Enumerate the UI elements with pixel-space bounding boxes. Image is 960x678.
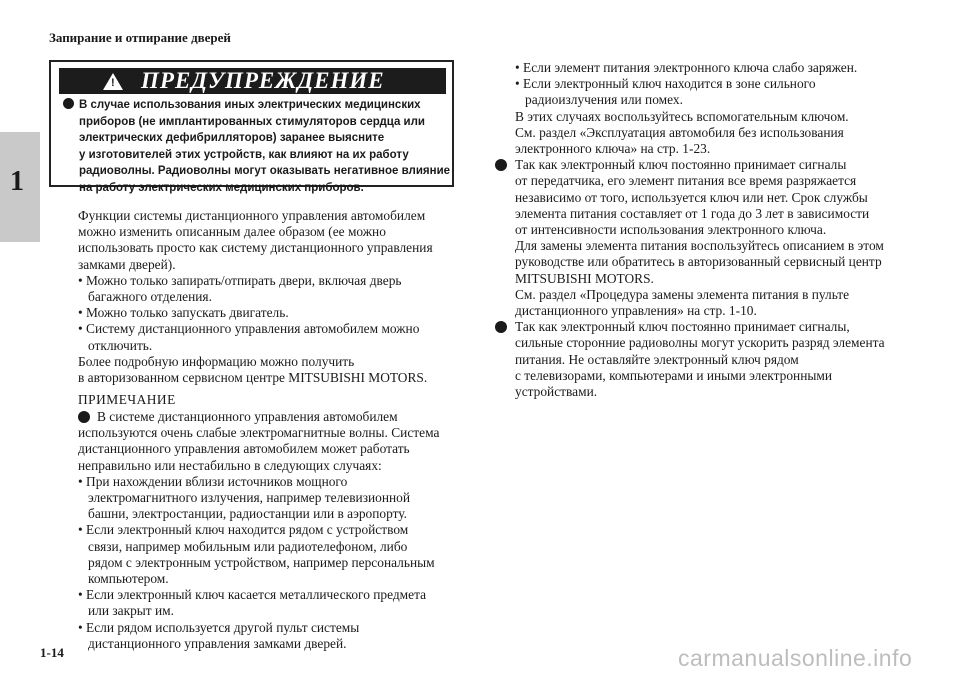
watermark: carmanualsonline.info bbox=[678, 645, 913, 671]
text-line: использовать просто как систему дистанционного управления bbox=[78, 240, 433, 256]
warning-text bbox=[63, 97, 451, 196]
bullet-line: • Систему дистанционного управления автомобилем можно bbox=[78, 321, 420, 337]
bullet-line: отключить. bbox=[88, 337, 153, 353]
warning-line: радиоволны. Радиоволны могут оказывать негативное влияние bbox=[79, 165, 451, 177]
note-line: • Если электронный ключ находится рядом с устройством bbox=[78, 522, 409, 538]
warning-box bbox=[49, 60, 454, 194]
bullet-line: • Если электронный ключ находится в зоне сильного bbox=[515, 76, 816, 92]
text-line: можно изменить описанным далее образом (ее можно bbox=[78, 224, 386, 240]
exclamation-icon: ! bbox=[111, 77, 115, 89]
warning-line: на работу электрических медицинских приборов. bbox=[79, 181, 364, 194]
note-line: компьютером. bbox=[88, 571, 169, 587]
text-line: Для замены элемента питания воспользуйтесь описанием в этом bbox=[515, 238, 884, 254]
right-column bbox=[515, 60, 885, 400]
note-line: дистанционного управления автомобилем может работать bbox=[78, 441, 410, 457]
note-line: В системе дистанционного управления автомобилем bbox=[97, 409, 398, 424]
chapter-tab-number: 1 bbox=[10, 166, 24, 197]
text-line: в авторизованном сервисном центре MITSUBISHI MOTORS. bbox=[78, 370, 428, 386]
note-line: • Если электронный ключ касается металлического предмета bbox=[78, 587, 427, 603]
text-line: независимо от того, используется ключ или нет. Срок службы bbox=[515, 189, 868, 205]
text-line: См. раздел «Процедура замены элемента питания в пульте bbox=[515, 286, 850, 302]
warning-line: электрических дефибрилляторов) заранее выясните bbox=[79, 132, 385, 144]
note-line: или закрыт им. bbox=[88, 603, 174, 619]
text-line: В этих случаях воспользуйтесь вспомогательным ключом. bbox=[515, 108, 849, 124]
bullet-line: • Если элемент питания электронного ключа слабо заряжен. bbox=[515, 60, 858, 75]
text-line: См. раздел «Эксплуатация автомобиля без использования bbox=[515, 124, 844, 140]
warning-title-bar bbox=[59, 68, 446, 94]
bullet-line: радиоизлучения или помех. bbox=[525, 92, 683, 108]
left-note bbox=[78, 409, 439, 652]
text-line: руководстве или обратитесь в авторизованный сервисный центр bbox=[515, 254, 882, 270]
text-line: электронного ключа» на стр. 1-23. bbox=[515, 141, 711, 157]
bullet-dot-icon bbox=[78, 411, 90, 423]
text-line: питания. Не оставляйте электронный ключ рядом bbox=[515, 351, 799, 367]
text-line: устройствами. bbox=[515, 384, 598, 400]
bullet-dot-icon bbox=[495, 159, 507, 171]
text-line: замками дверей). bbox=[78, 256, 176, 272]
text-line: Так как электронный ключ постоянно принимает сигналы bbox=[515, 157, 847, 173]
warning-line: приборов (не имплантированных стимуляторов сердца или bbox=[79, 115, 425, 128]
text-line: элемента питания составляет от 1 года до 3 лет в зависимости bbox=[515, 205, 870, 221]
left-intro bbox=[78, 208, 433, 386]
bullet-line: • Можно только запускать двигатель. bbox=[78, 305, 289, 321]
bullet-line: багажного отделения. bbox=[88, 289, 212, 305]
text-line: от интенсивности использования электронного ключа. bbox=[515, 222, 827, 238]
warning-line: В случае использования иных электрических медицинских bbox=[79, 99, 421, 111]
text-line: Более подробную информацию можно получить bbox=[78, 353, 355, 369]
note-line: используются очень слабые электромагнитные волны. Система bbox=[78, 425, 440, 441]
text-line: MITSUBISHI MOTORS. bbox=[515, 270, 654, 286]
bullet-line: • Можно только запирать/отпирать двери, включая дверь bbox=[78, 272, 402, 288]
note-line: • При нахождении вблизи источников мощного bbox=[78, 473, 348, 489]
warning-line: у изготовителей этих устройств, как влияют на их работу bbox=[79, 148, 409, 161]
note-line: • Если рядом используется другой пульт системы bbox=[78, 619, 360, 635]
text-line: дистанционного управления» на стр. 1-10. bbox=[515, 303, 757, 319]
text-line: Функции системы дистанционного управления автомобилем bbox=[78, 208, 426, 223]
page-number: 1-14 bbox=[40, 645, 64, 660]
note-label: ПРИМЕЧАНИЕ bbox=[78, 392, 176, 407]
bullet-dot-icon bbox=[63, 98, 74, 109]
text-line: Так как электронный ключ постоянно принимает сигналы, bbox=[515, 319, 850, 335]
note-line: неправильно или нестабильно в следующих случаях: bbox=[78, 457, 382, 473]
text-line: с телевизорами, компьютерами и иными электронными bbox=[515, 367, 833, 383]
note-line: башни, электростанции, радиостанции или в аэропорту. bbox=[88, 506, 407, 522]
page-header: Запирание и отпирание дверей bbox=[49, 30, 231, 45]
note-line: рядом с электронным устройством, например персональным bbox=[88, 554, 435, 570]
note-line: электромагнитного излучения, например телевизионной bbox=[88, 490, 411, 506]
warning-title: ПРЕДУПРЕЖДЕНИЕ bbox=[141, 68, 385, 93]
text-line: сильные сторонние радиоволны могут ускорить разряд элемента bbox=[515, 335, 885, 351]
text-line: от передатчика, его элемент питания все время разряжается bbox=[515, 173, 857, 189]
note-line: дистанционного управления замками дверей. bbox=[88, 635, 347, 651]
bullet-dot-icon bbox=[495, 321, 507, 333]
note-line: связи, например мобильным или радиотелефоном, либо bbox=[88, 538, 408, 554]
